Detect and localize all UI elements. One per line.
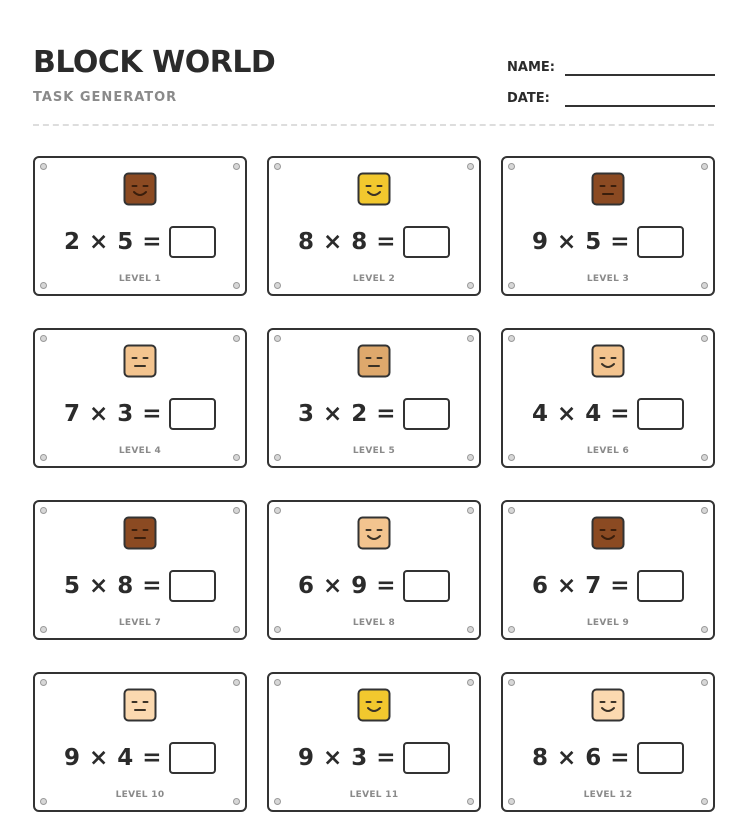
rivet-dot	[467, 163, 474, 170]
problem-row	[35, 396, 245, 432]
task-card	[33, 672, 247, 812]
task-card	[267, 500, 481, 640]
rivet-dot	[233, 163, 240, 170]
answer-box[interactable]	[403, 398, 450, 430]
task-card	[33, 500, 247, 640]
answer-box[interactable]	[169, 742, 216, 774]
date-line[interactable]	[565, 105, 715, 107]
level-label: LEVEL 4	[118, 446, 162, 456]
answer-box[interactable]	[169, 570, 216, 602]
rivet-dot	[701, 335, 708, 342]
multiplication-problem: 5 × 8 =	[63, 573, 163, 599]
multiplication-problem: 8 × 6 =	[531, 745, 631, 771]
level-label: LEVEL 9	[586, 618, 630, 628]
header-divider	[33, 124, 714, 126]
level-label: LEVEL 8	[352, 618, 396, 628]
answer-box[interactable]	[403, 226, 450, 258]
answer-box[interactable]	[169, 398, 216, 430]
rivet-dot	[233, 679, 240, 686]
problem-row	[35, 568, 245, 604]
rivet-dot	[40, 679, 47, 686]
page-subtitle: TASK GENERATOR	[33, 90, 178, 105]
multiplication-problem: 2 × 5 =	[63, 229, 163, 255]
name-line[interactable]	[565, 74, 715, 76]
level-label: LEVEL 5	[352, 446, 396, 456]
rivet-dot	[701, 507, 708, 514]
rivet-dot	[701, 163, 708, 170]
multiplication-problem: 9 × 5 =	[531, 229, 631, 255]
problem-row	[269, 740, 479, 776]
smiling-block-face-icon	[357, 516, 391, 550]
answer-box[interactable]	[403, 570, 450, 602]
rivet-dot	[274, 163, 281, 170]
problem-row	[503, 224, 713, 260]
multiplication-problem: 8 × 8 =	[297, 229, 397, 255]
level-label: LEVEL 2	[352, 274, 396, 284]
level-label: LEVEL 10	[115, 790, 165, 800]
rivet-dot	[508, 507, 515, 514]
neutral-block-face-icon	[123, 516, 157, 550]
multiplication-problem: 4 × 4 =	[531, 401, 631, 427]
rivet-dot	[467, 507, 474, 514]
task-card	[267, 672, 481, 812]
neutral-block-face-icon	[357, 344, 391, 378]
neutral-block-face-icon	[123, 688, 157, 722]
smiling-block-face-icon	[123, 172, 157, 206]
neutral-block-face-icon	[591, 172, 625, 206]
task-card	[501, 672, 715, 812]
task-card	[501, 500, 715, 640]
level-label: LEVEL 6	[586, 446, 630, 456]
task-card	[33, 156, 247, 296]
rivet-dot	[508, 163, 515, 170]
problem-row	[503, 568, 713, 604]
smiling-block-face-icon	[357, 172, 391, 206]
neutral-block-face-icon	[123, 344, 157, 378]
multiplication-problem: 9 × 4 =	[63, 745, 163, 771]
problem-row	[35, 224, 245, 260]
task-card	[33, 328, 247, 468]
level-label: LEVEL 3	[586, 274, 630, 284]
answer-box[interactable]	[637, 742, 684, 774]
task-card	[501, 328, 715, 468]
level-label: LEVEL 7	[118, 618, 162, 628]
problem-row	[35, 740, 245, 776]
date-field[interactable]	[505, 91, 715, 111]
problem-row	[503, 740, 713, 776]
rivet-dot	[274, 507, 281, 514]
answer-box[interactable]	[169, 226, 216, 258]
level-label: LEVEL 12	[583, 790, 633, 800]
level-label: LEVEL 11	[349, 790, 399, 800]
task-card	[501, 156, 715, 296]
smiling-block-face-icon	[591, 688, 625, 722]
multiplication-problem: 7 × 3 =	[63, 401, 163, 427]
rivet-dot	[467, 335, 474, 342]
rivet-dot	[701, 679, 708, 686]
multiplication-problem: 6 × 7 =	[531, 573, 631, 599]
task-card	[267, 328, 481, 468]
problem-row	[503, 396, 713, 432]
rivet-dot	[40, 335, 47, 342]
rivet-dot	[508, 679, 515, 686]
name-label: NAME:	[507, 60, 555, 75]
problem-row	[269, 224, 479, 260]
rivet-dot	[274, 679, 281, 686]
task-grid	[33, 156, 714, 812]
rivet-dot	[274, 335, 281, 342]
problem-row	[269, 396, 479, 432]
multiplication-problem: 6 × 9 =	[297, 573, 397, 599]
rivet-dot	[40, 507, 47, 514]
multiplication-problem: 9 × 3 =	[297, 745, 397, 771]
task-card	[267, 156, 481, 296]
answer-box[interactable]	[637, 226, 684, 258]
rivet-dot	[233, 507, 240, 514]
rivet-dot	[40, 163, 47, 170]
answer-box[interactable]	[637, 570, 684, 602]
multiplication-problem: 3 × 2 =	[297, 401, 397, 427]
problem-row	[269, 568, 479, 604]
date-label: DATE:	[507, 91, 550, 106]
smiling-block-face-icon	[591, 344, 625, 378]
smiling-block-face-icon	[357, 688, 391, 722]
smiling-block-face-icon	[591, 516, 625, 550]
page-title: BLOCK WORLD	[33, 45, 276, 80]
rivet-dot	[508, 335, 515, 342]
answer-box[interactable]	[637, 398, 684, 430]
name-field[interactable]	[505, 60, 715, 80]
rivet-dot	[233, 335, 240, 342]
level-label: LEVEL 1	[118, 274, 162, 284]
rivet-dot	[467, 679, 474, 686]
answer-box[interactable]	[403, 742, 450, 774]
